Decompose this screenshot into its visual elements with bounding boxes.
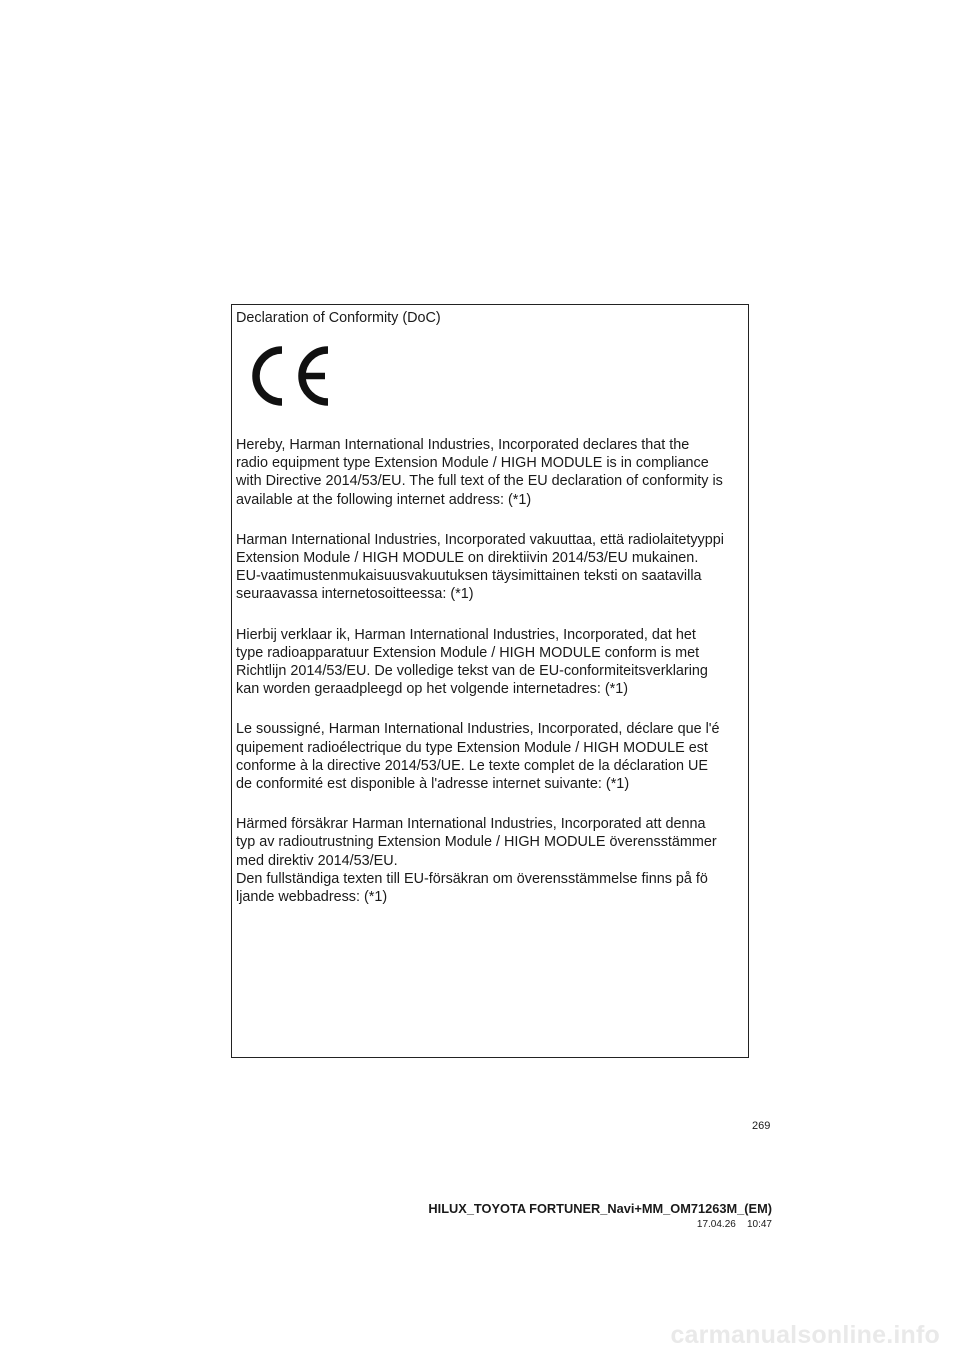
text-line: kan worden geraadpleegd op het volgende internetadres: (*1)	[236, 681, 629, 698]
text-line: radio equipment type Extension Module / HIGH MODULE is in compliance	[236, 455, 709, 472]
text-line: quipement radioélectrique du type Extension Module / HIGH MODULE est	[236, 739, 708, 756]
text-line: Richtlijn 2014/53/EU. De volledige tekst van de EU-conformiteitsverklaring	[236, 663, 708, 680]
text-line: EU-vaatimustenmukaisuusvakuutuksen täysimittainen teksti on saatavilla	[236, 568, 702, 585]
site-watermark: carmanualsonline.info	[670, 1321, 940, 1349]
paragraph-english	[236, 436, 748, 509]
text-line: med direktiv 2014/53/EU.	[236, 852, 398, 869]
text-line: Extension Module / HIGH MODULE on direktiivin 2014/53/EU mukainen.	[236, 550, 699, 567]
paragraph-finnish	[236, 531, 748, 604]
document-date: 17.04.26	[696, 1219, 736, 1230]
text-line: de conformité est disponible à l'adresse internet suivante: (*1)	[236, 776, 630, 793]
text-line: type radioapparatuur Extension Module / HIGH MODULE conform is met	[236, 644, 700, 661]
text-line: with Directive 2014/53/EU. The full text of the EU declaration of conformity is	[236, 473, 723, 490]
paragraph-dutch	[236, 626, 748, 699]
text-line: seuraavassa internetosoitteessa: (*1)	[236, 586, 474, 603]
text-line: Harman International Industries, Incorporated vakuuttaa, että radiolaitetyyppi	[236, 531, 724, 548]
document-time: 10:47	[746, 1219, 772, 1230]
paragraph-french	[236, 720, 748, 793]
page-number: 269	[752, 1120, 771, 1132]
declaration-paragraphs	[236, 436, 748, 928]
text-line: Hereby, Harman International Industries, Incorporated declares that the	[236, 437, 690, 453]
text-line: ljande webbadress: (*1)	[236, 889, 388, 906]
text-line: available at the following internet address: (*1)	[236, 491, 532, 508]
paragraph-swedish	[236, 815, 748, 906]
text-line: conforme à la directive 2014/53/UE. Le texte complet de la déclaration UE	[236, 757, 708, 774]
text-line: Den fullständiga texten till EU-försäkran om överensstämmelse finns på fö	[236, 870, 708, 887]
document-id: HILUX_TOYOTA FORTUNER_Navi+MM_OM71263M_(EM)	[428, 1201, 772, 1216]
ce-mark-icon	[248, 346, 332, 406]
text-line: Hierbij verklaar ik, Harman International Industries, Incorporated, dat het	[236, 626, 696, 643]
text-line: Le soussigné, Harman International Industries, Incorporated, déclare que l'é	[236, 721, 720, 738]
declaration-title: Declaration of Conformity (DoC)	[236, 310, 441, 326]
text-line: typ av radioutrustning Extension Module / HIGH MODULE överensstämmer	[236, 834, 717, 851]
declaration-box	[231, 304, 749, 1058]
document-timestamp	[697, 1219, 772, 1231]
text-line: Härmed försäkrar Harman International Industries, Incorporated att denna	[236, 816, 706, 833]
